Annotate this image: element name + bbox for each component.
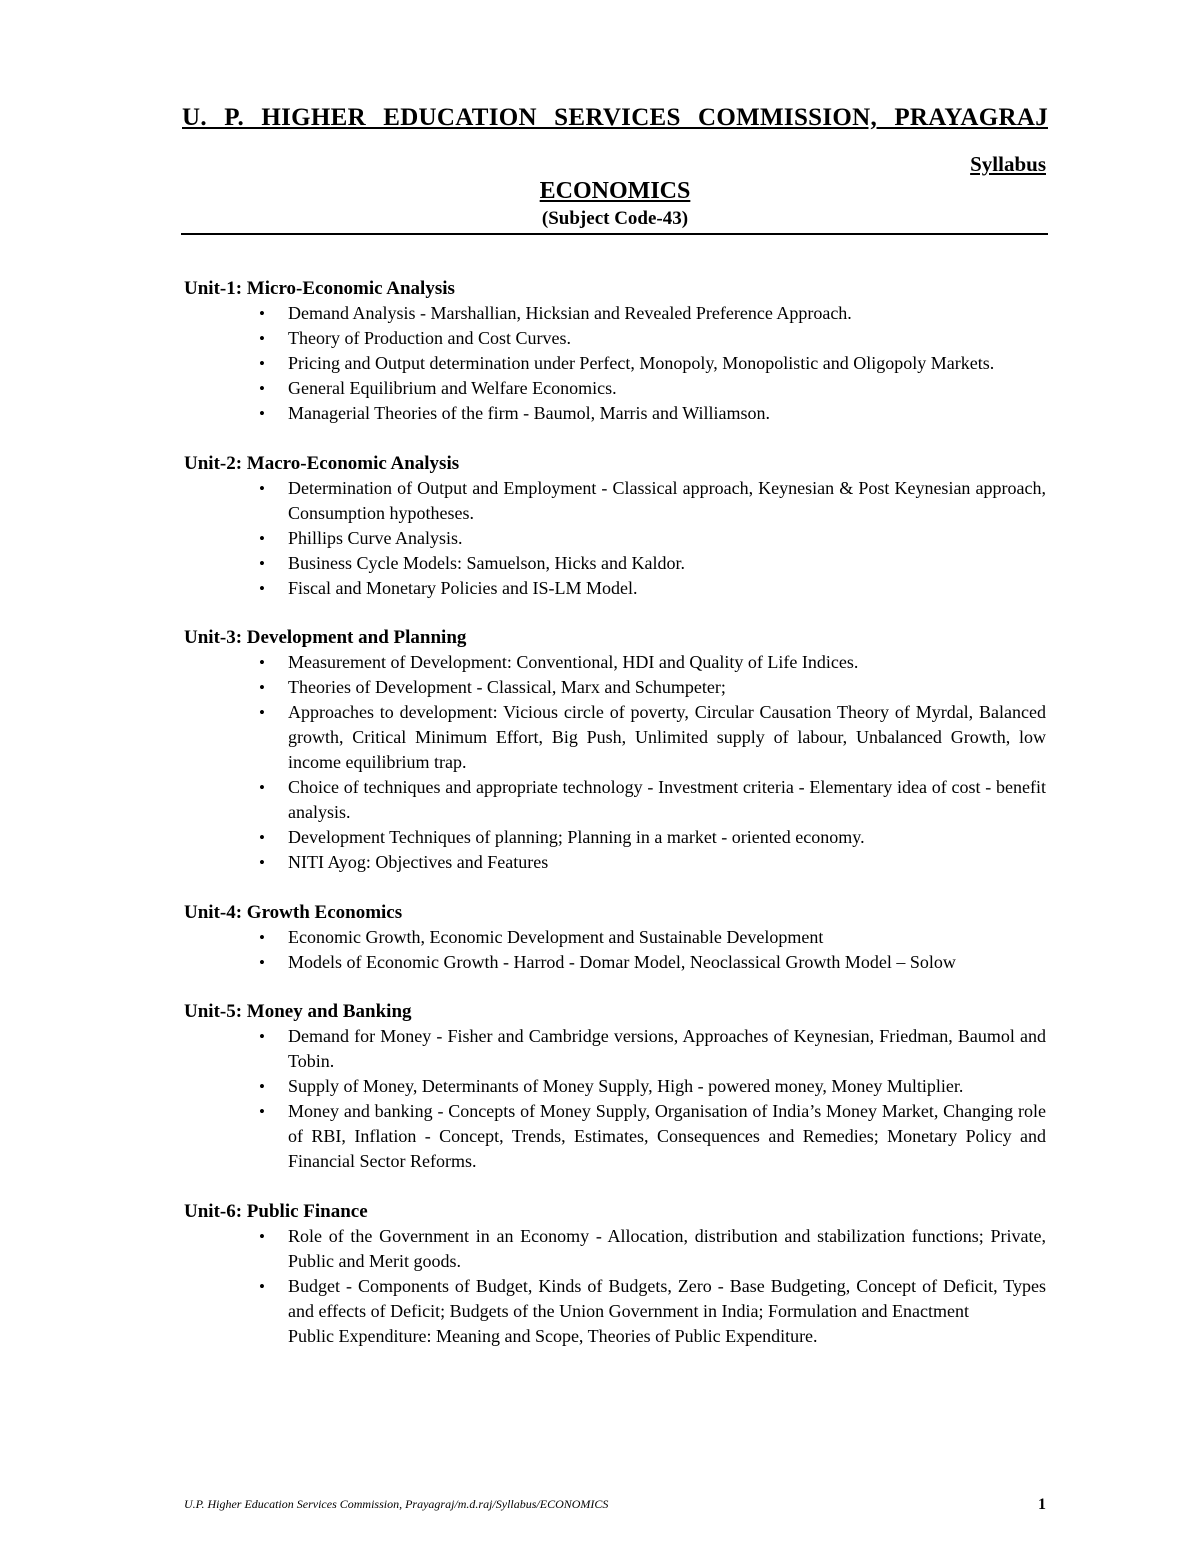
- subject-title: ECONOMICS: [539, 178, 691, 204]
- list-item: • Development Techniques of planning; Planning in a market - oriented economy.: [184, 825, 1046, 850]
- unit-2: [184, 451, 1046, 601]
- list-item: • Fiscal and Monetary Policies and IS-LM Model.: [184, 576, 1046, 601]
- unit-title: Unit-1: Micro-Economic Analysis: [184, 278, 455, 299]
- list-item: • Theories of Development - Classical, Marx and Schumpeter;: [184, 675, 1046, 700]
- unit-title: Unit-2: Macro-Economic Analysis: [184, 452, 460, 474]
- unit-4: [184, 900, 1046, 975]
- unit-topic-list: [184, 925, 1046, 975]
- unit-title: Unit-6: Public Finance: [184, 1200, 368, 1222]
- unit-1: [184, 276, 1046, 426]
- list-item-continuation: Public Expenditure: Meaning and Scope, Theories of Public Expenditure.: [288, 1325, 818, 1346]
- footer-text: U.P. Higher Education Services Commission, Prayagraj/m.d.raj/Syllabus/ECONOMICS: [184, 1497, 609, 1511]
- list-item: • Supply of Money, Determinants of Money Supply, High - powered money, Money Multiplier.: [184, 1074, 1046, 1099]
- unit-topic-list: [184, 1024, 1046, 1174]
- unit-topic-list: [184, 301, 1046, 426]
- page-title: U. P. HIGHER EDUCATION SERVICES COMMISSION, PRAYAGRAJ: [182, 104, 1048, 131]
- list-item: • Theory of Production and Cost Curves.: [184, 326, 1046, 351]
- list-item: • Demand Analysis - Marshallian, Hicksian and Revealed Preference Approach.: [184, 301, 1046, 326]
- syllabus-content: [184, 276, 1046, 1373]
- list-item: • Demand for Money - Fisher and Cambridge versions, Approaches of Keynesian, Friedman, Baumol and Tobin.: [184, 1024, 1046, 1074]
- unit-topic-list: [184, 476, 1046, 601]
- list-item: • Business Cycle Models: Samuelson, Hicks and Kaldor.: [184, 551, 1046, 576]
- unit-5: [184, 999, 1046, 1174]
- list-item: • Choice of techniques and appropriate technology - Investment criteria - Elementary idea of cost - benefit analysis.: [184, 775, 1046, 825]
- unit-3: [184, 625, 1046, 875]
- list-item: • Role of the Government in an Economy - Allocation, distribution and stabilization functions; Private, Public and Merit goods.: [184, 1224, 1046, 1274]
- list-item: • Money and banking - Concepts of Money Supply, Organisation of India’s Money Market, Changing role of RBI, Inflation - Concept, Trends, Estimates, Consequences and Remedies; Monetary Policy and Financial Sector Reforms.: [184, 1099, 1046, 1174]
- list-item: • Phillips Curve Analysis.: [184, 526, 1046, 551]
- unit-title: Unit-4: Growth Economics: [184, 901, 403, 923]
- syllabus-label: Syllabus: [970, 152, 1046, 176]
- list-item: • Models of Economic Growth - Harrod - Domar Model, Neoclassical Growth Model – Solow: [184, 950, 1046, 975]
- unit-topic-list: [184, 1224, 1046, 1324]
- list-item: • Pricing and Output determination under Perfect, Monopoly, Monopolistic and Oligopoly Markets.: [184, 351, 1046, 376]
- header-divider: [181, 233, 1048, 235]
- page-number: 1: [1038, 1496, 1046, 1513]
- list-item: • Budget - Components of Budget, Kinds of Budgets, Zero - Base Budgeting, Concept of Deficit, Types and effects of Deficit; Budgets of the Union Government in India; Formulation and Enactment: [184, 1274, 1046, 1324]
- list-item: • Approaches to development: Vicious circle of poverty, Circular Causation Theory of Myrdal, Balanced growth, Critical Minimum Effort, Big Push, Unlimited supply of labour, Unbalanced Growth, low income equilibrium trap.: [184, 700, 1046, 775]
- unit-topic-list: [184, 650, 1046, 875]
- unit-title: Unit-3: Development and Planning: [184, 627, 467, 648]
- list-item: • General Equilibrium and Welfare Economics.: [184, 376, 1046, 401]
- list-item: • Measurement of Development: Conventional, HDI and Quality of Life Indices.: [184, 650, 1046, 675]
- unit-6: [184, 1199, 1046, 1349]
- list-item: • NITI Ayog: Objectives and Features: [184, 850, 1046, 875]
- list-item: • Determination of Output and Employment - Classical approach, Keynesian & Post Keynesian approach, Consumption hypotheses.: [184, 476, 1046, 526]
- list-item: • Economic Growth, Economic Development and Sustainable Development: [184, 925, 1046, 950]
- list-item: • Managerial Theories of the firm - Baumol, Marris and Williamson.: [184, 401, 1046, 426]
- unit-title: Unit-5: Money and Banking: [184, 1001, 412, 1022]
- subject-code: (Subject Code-43): [541, 208, 689, 229]
